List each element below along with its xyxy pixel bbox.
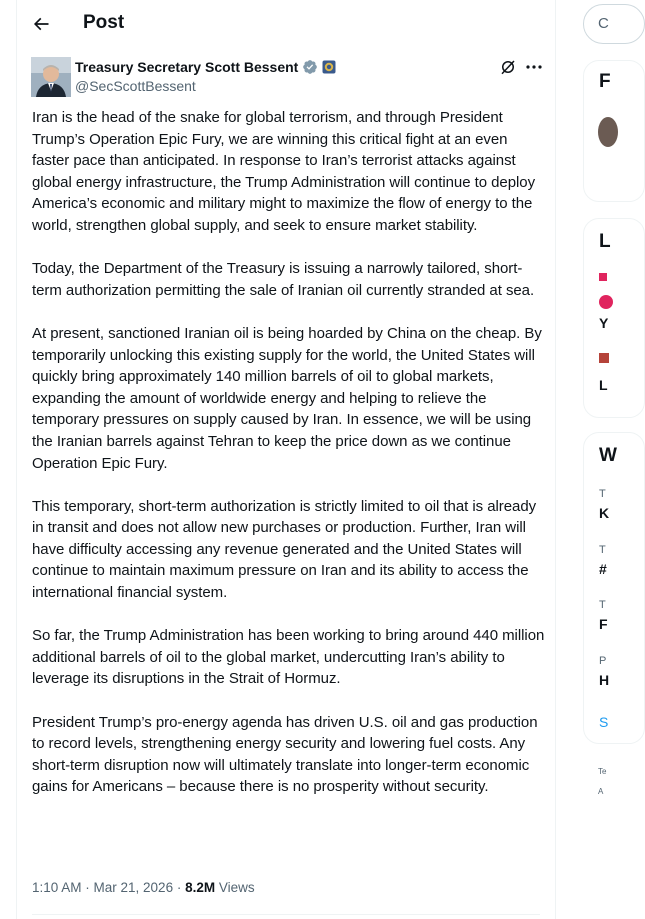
show-more-link[interactable]: S [599, 714, 609, 730]
grok-button[interactable] [499, 58, 521, 80]
live-item-label[interactable]: Y [599, 315, 609, 331]
footer-link[interactable]: Te [598, 767, 607, 776]
post-paragraph: Iran is the head of the snake for global terrorism, and through President Trump’s Operation Epic Fury, we are winning this critical fight at an even faster pace than anticipated. In response to Iran’s terrorist attacks against global energy infrastructure, the Trump Administration will continue to deploy America’s economic and military might to maximize the flow of energy to the world, strengthen global supply, and seek to ensure market stability. [32, 109, 536, 234]
card-title: F [599, 71, 611, 92]
search-input[interactable] [583, 4, 645, 44]
back-button[interactable] [25, 8, 57, 40]
card-avatar [598, 117, 618, 147]
sidebar-card-live [583, 218, 645, 418]
sidebar-card-trends [583, 432, 645, 744]
verified-badge-icon [302, 59, 318, 75]
post-paragraph: So far, the Trump Administration has been working to bring around 440 million additional barrels of oil to the global market, undercutting Iran’s ability to leverage its disruptions in the Strait of Hormuz. [32, 627, 545, 688]
trend-item[interactable]: F [599, 616, 608, 632]
post-paragraph: At present, sanctioned Iranian oil is being hoarded by China on the cheap. By temporarily unlocking this existing supply for the world, the United States will quickly bring approximately 140 million barrels of oil to global markets, expanding the amount of worldwide energy and helping to relieve the temporary pressures on supply caused by Iran. In essence, we will be using the Iranian barrels against Tehran to keep the price down as we continue Operation Epic Fury. [32, 324, 542, 472]
author-handle[interactable]: @SecScottBessent [75, 78, 196, 94]
author-name[interactable]: Treasury Secretary Scott Bessent [75, 59, 299, 75]
arrow-left-icon [31, 14, 51, 34]
main-column [16, 0, 556, 919]
trend-context: P [599, 655, 607, 667]
post-meta [32, 880, 255, 895]
sidebar-card-premium [583, 60, 645, 202]
trend-context: T [599, 544, 606, 556]
page-header [17, 0, 555, 48]
footer-link[interactable]: A [598, 787, 604, 796]
post-paragraph: This temporary, short-term authorization is strictly limited to oil that is already in transit and does not allow new purchases or production. Further, Iran will have difficulty accessing any revenue generated and the United States will continue to maintain maximum pressure on Iran and its ability to access the international financial system. [32, 497, 537, 602]
divider [32, 914, 540, 915]
trend-context: T [599, 488, 606, 500]
trend-context: T [599, 599, 606, 611]
trend-item[interactable]: K [599, 505, 610, 521]
avatar[interactable] [31, 57, 71, 97]
trend-item[interactable]: H [599, 672, 610, 688]
live-item-label[interactable]: L [599, 377, 608, 393]
more-options-button[interactable] [523, 58, 547, 80]
post-paragraph: Today, the Department of the Treasury is issuing a narrowly tailored, short-term authorization permitting the sale of Iranian oil currently stranded at sea. [32, 260, 535, 299]
page-title: Post [83, 12, 125, 33]
views-label: Views [215, 880, 255, 895]
post-timestamp[interactable]: 1:10 AM · Mar 21, 2026 · [32, 880, 186, 895]
views-count[interactable]: 8.2M [185, 880, 216, 895]
trend-item[interactable]: # [599, 561, 607, 577]
live-avatar[interactable] [599, 295, 613, 309]
post-text [32, 107, 548, 820]
author-block [75, 57, 336, 97]
post-paragraph: President Trump’s pro-energy agenda has driven U.S. oil and gas production to record levels, strengthening energy security and lowering fuel costs. Any short-term disruption now will ultimately translate into longer-term economic gains for Americans – because there is no prosperity without security. [32, 713, 538, 796]
us-government-seal-icon [322, 60, 336, 74]
more-horizontal-icon [523, 58, 545, 76]
live-badge-icon [599, 273, 607, 281]
live-badge-icon [599, 353, 609, 363]
grok-icon [499, 58, 517, 76]
card-title: L [599, 231, 611, 252]
search-placeholder: C [598, 15, 609, 32]
card-title: W [599, 445, 617, 466]
